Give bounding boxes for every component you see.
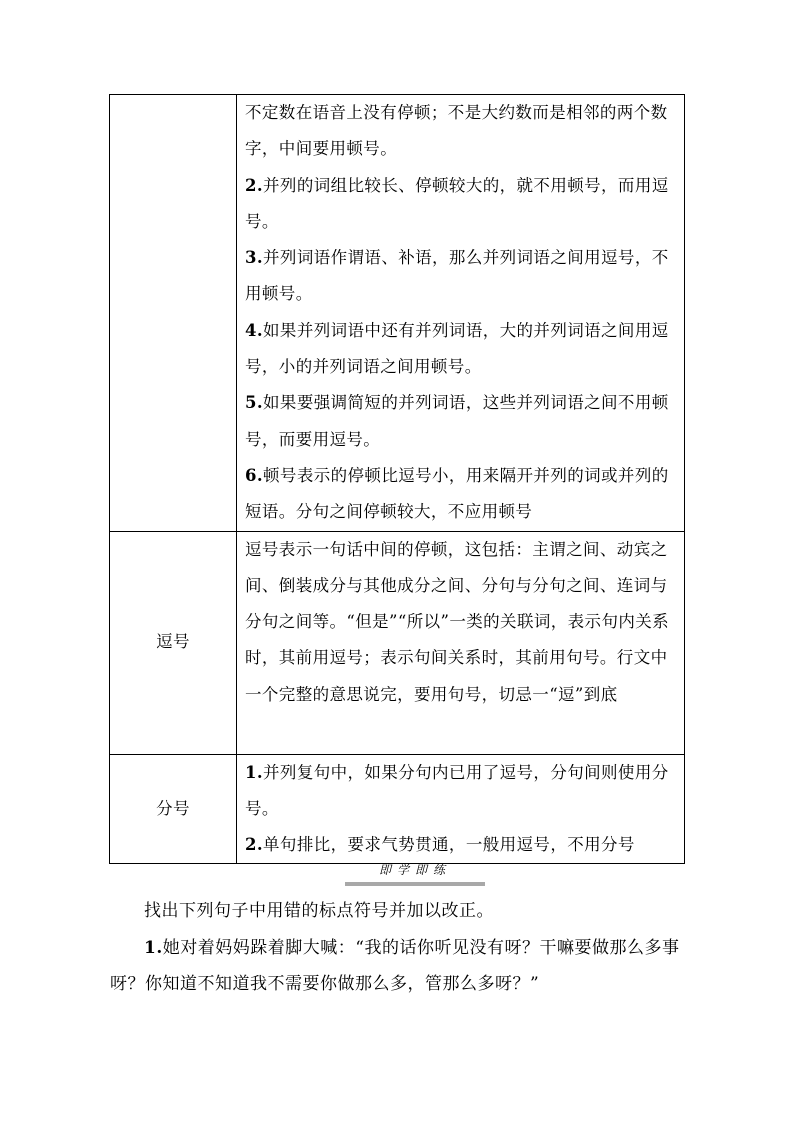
row-label-empty (110, 95, 237, 532)
question-text: 她对着妈妈跺着脚大喊：“我的话你听见没有呀？干嘛要做那么多事呀？你知道不知道我不需要你做那么多，管那么多呀？” (110, 937, 680, 994)
practice-underline (345, 882, 485, 886)
rule-line: 6.顿号表示的停顿比逗号小，用来隔开并列的词或并列的短语。分句之间停顿较大，不应用顿号 (245, 465, 669, 522)
row-label-semicolon: 分号 (110, 754, 237, 864)
practice-title: 即学即练 (378, 863, 451, 877)
rule-line: 4.如果并列词语中还有并列词语，大的并列词语之间用逗号，小的并列词语之间用顿号。 (245, 320, 669, 377)
rule-line: 5.如果要强调简短的并列词语，这些并列词语之间不用顿号，而要用逗号。 (245, 393, 669, 449)
row-content-continuation (237, 95, 685, 532)
rule-line: 2.单句排比，要求气势贯通，一般用逗号，不用分号 (245, 835, 635, 855)
row-content-semicolon (237, 754, 685, 864)
table-row-semicolon (110, 754, 685, 864)
rule-line: 1.并列复句中，如果分句内已用了逗号，分句间则使用分号。 (245, 762, 669, 818)
row-content-comma (237, 531, 685, 754)
punctuation-rules-table (109, 94, 685, 864)
rule-line: 不定数在语音上没有停顿；不是大约数而是相邻的两个数字，中间要用顿号。 (245, 103, 668, 159)
rule-line: 2.并列的词组比较长、停顿较大的，就不用顿号，而用逗号。 (245, 175, 669, 231)
table-row-comma (110, 531, 685, 754)
table-row-continuation (110, 95, 685, 532)
exercise-instruction: 找出下列句子中用错的标点符号并加以改正。 (144, 901, 494, 921)
rule-line: 逗号表示一句话中间的停顿，这包括：主谓之间、动宾之间、倒装成分与其他成分之间、分句与分句之间、连词与分句之间等。“但是”“所以”一类的关联词，表示句内关系时，其前用逗号；表示句间关系时，其前用句号。行文中一个完整的意思说完，要用句号，切忌一“逗”到底 (245, 539, 670, 704)
row-label-comma: 逗号 (110, 531, 237, 754)
question-number: 1. (144, 937, 163, 958)
practice-header (345, 860, 485, 886)
exercise-section (110, 893, 686, 1003)
exercise-question-1 (110, 930, 686, 1003)
rule-line: 3.并列词语作谓语、补语，那么并列词语之间用逗号，不用顿号。 (245, 248, 669, 304)
